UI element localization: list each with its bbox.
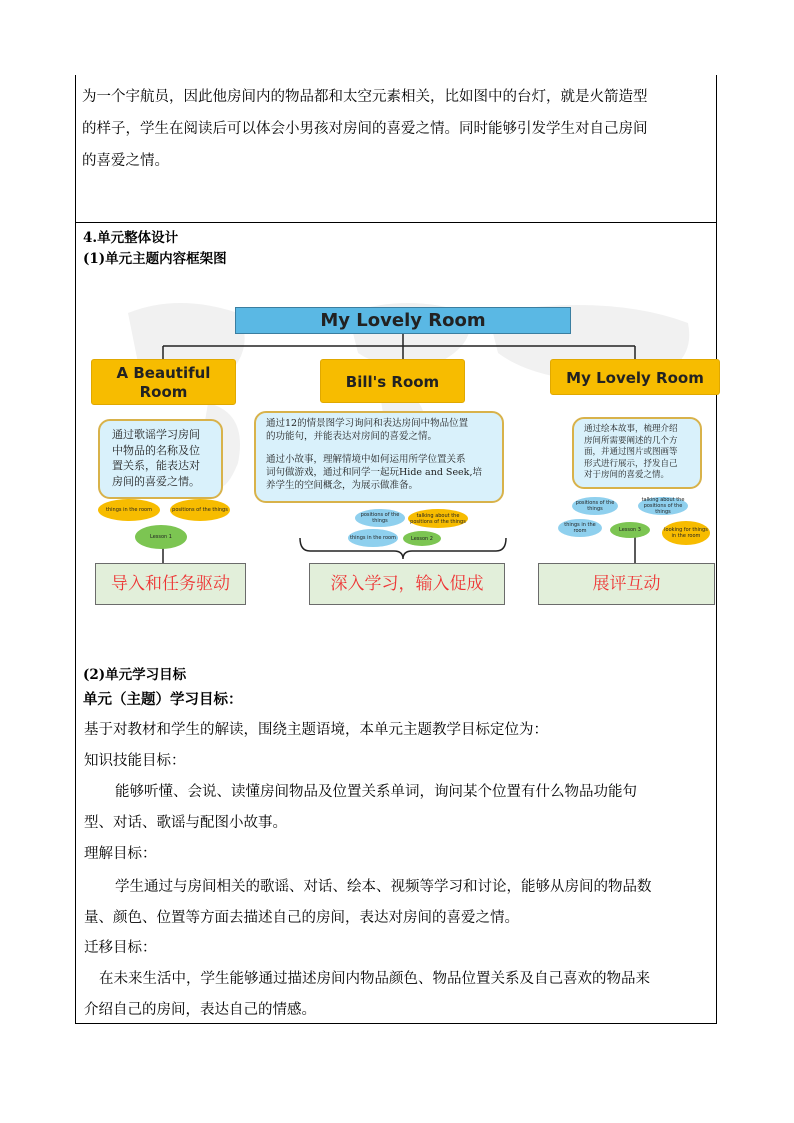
branch-a-beautiful-room: A Beautiful Room	[91, 359, 236, 405]
transfer-line: 介绍自己的房间，表达自己的情感。	[84, 1002, 316, 1018]
diagram-title: My Lovely Room	[235, 307, 571, 334]
section-heading: 4.单元整体设计	[83, 230, 179, 246]
stage-box-deep-learning: 深入学习，输入促成	[309, 563, 505, 605]
oval-l1-positions: positions of the things	[170, 499, 230, 521]
transfer-label: 迁移目标：	[84, 940, 157, 956]
branch-bills-room: Bill's Room	[320, 359, 465, 403]
oval-l2-talking: talking about the positions of the things	[408, 509, 468, 528]
subsection-heading-goals: (2)单元学习目标	[83, 667, 187, 683]
understanding-label: 理解目标：	[84, 846, 157, 862]
subsection-heading-framework: (1)单元主题内容框架图	[83, 251, 227, 267]
oval-l3-positions: positions of the things	[572, 497, 618, 515]
knowledge-label: 知识技能目标：	[84, 753, 186, 769]
intro-paragraph	[82, 81, 710, 177]
bubble-lesson3-description: 通过绘本故事，梳理介绍 房间所需要阐述的几个方 面，并通过图片或图画等 形式进行展示，抒发自己 对于房间的喜爱之情。	[572, 417, 702, 489]
bubble-lesson2-description: 通过12的情景图学习询问和表达房间中物品位置 的功能句，并能表达对房间的喜爱之情。 通过小故事，理解情境中如何运用所学位置关系 词句做游戏，通过和同学一起玩Hide and Seek,培 养学生的空间概念，为展示做准备。	[254, 411, 504, 503]
oval-lesson3: Lesson 3	[610, 522, 650, 538]
paragraph-line: 为一个宇航员，因此他房间内的物品都和太空元素相关，比如图中的台灯，就是火箭造型	[82, 89, 648, 105]
goals-intro: 基于对教材和学生的解读，围绕主题语境，本单元主题教学目标定位为：	[84, 722, 548, 738]
oval-lesson2: Lesson 2	[403, 531, 441, 546]
understanding-line: 学生通过与房间相关的歌谣、对话、绘本、视频等学习和讨论，能够从房间的物品数	[115, 879, 652, 895]
oval-l3-things: things in the room	[558, 519, 602, 537]
oval-lesson1: Lesson 1	[135, 525, 187, 549]
paragraph-line: 的喜爱之情。	[82, 153, 169, 169]
oval-l2-things: things in the room	[348, 529, 398, 547]
oval-l3-talking: talking about the positions of the things	[638, 497, 688, 515]
goals-heading: 单元（主题）学习目标：	[83, 691, 243, 708]
knowledge-line: 能够听懂、会说、读懂房间物品及位置关系单词，询问某个位置有什么物品功能句	[115, 784, 637, 800]
table-cell-unit-design	[75, 222, 717, 1024]
oval-l3-looking: looking for things in the room	[662, 521, 710, 545]
bubble-lesson1-description: 通过歌谣学习房间 中物品的名称及位 置关系，能表达对 房间的喜爱之情。	[98, 419, 223, 499]
oval-l1-things: things in the room	[98, 499, 160, 521]
unit-framework-diagram	[88, 293, 720, 613]
branch-my-lovely-room: My Lovely Room	[550, 359, 720, 395]
transfer-line: 在未来生活中，学生能够通过描述房间内物品颜色、物品位置关系及自己喜欢的物品来	[99, 971, 650, 987]
knowledge-line: 型、对话、歌谣与配图小故事。	[84, 815, 287, 831]
stage-box-showcase: 展评互动	[538, 563, 715, 605]
oval-l2-positions: positions of the things	[355, 509, 405, 527]
table-cell-upper	[75, 75, 717, 223]
stage-box-intro: 导入和任务驱动	[95, 563, 246, 605]
understanding-line: 量、颜色、位置等方面去描述自己的房间，表达对房间的喜爱之情。	[84, 910, 519, 926]
paragraph-line: 的样子，学生在阅读后可以体会小男孩对房间的喜爱之情。同时能够引发学生对自己房间	[82, 121, 648, 137]
